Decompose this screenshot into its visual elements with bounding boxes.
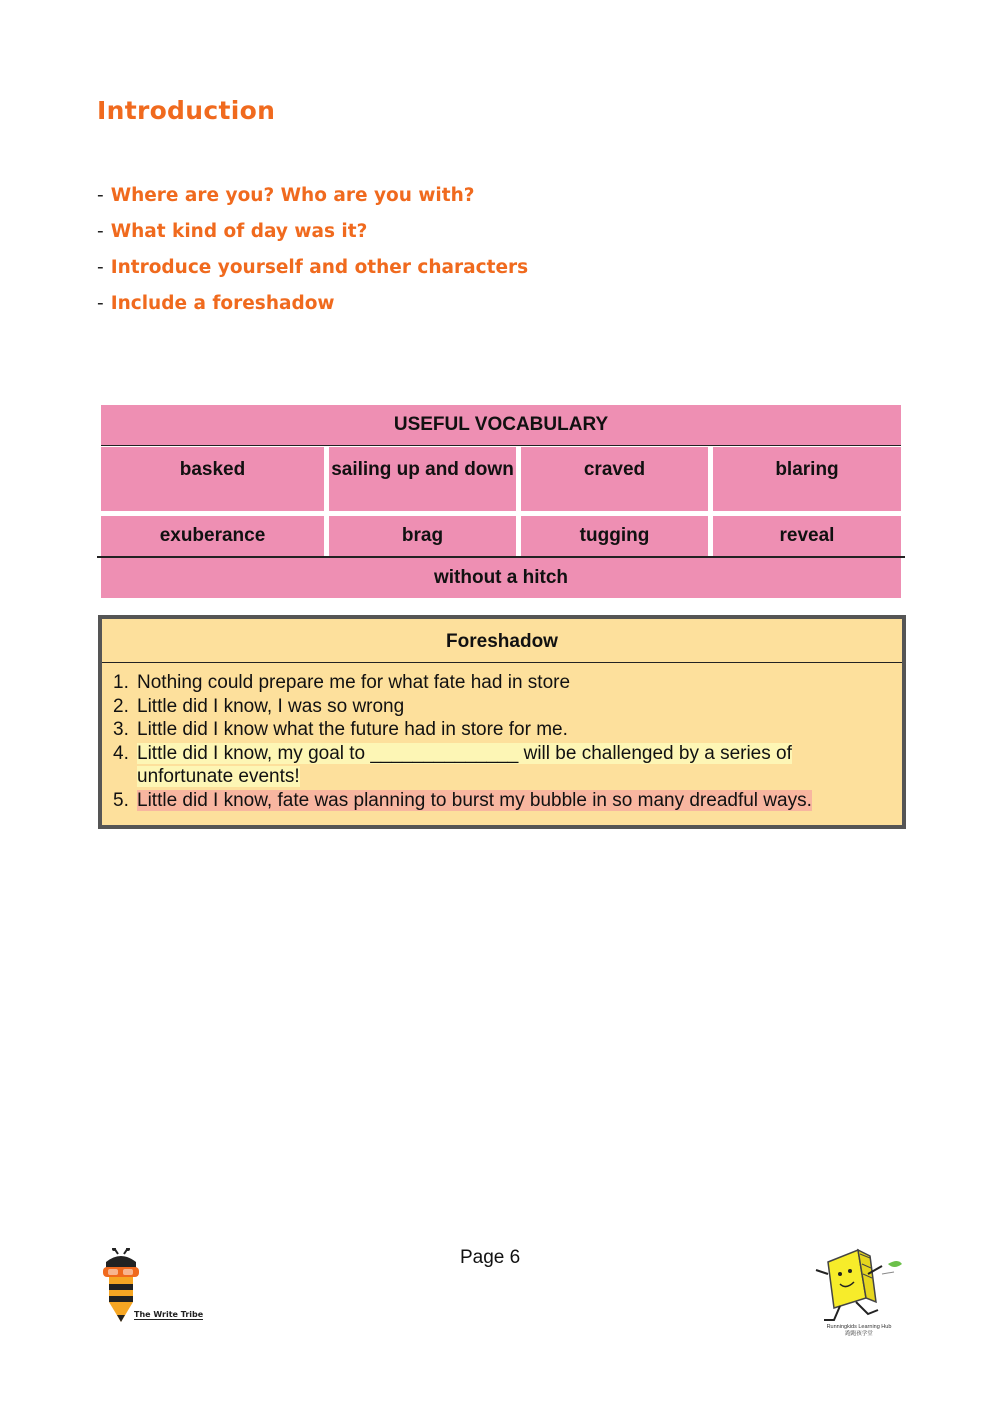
logo-text: Runningkids Learning Hub 跑跑孩学堂 <box>826 1324 892 1337</box>
highlighted-text: Little did I know, fate was planning to burst my bubble in so many dreadful ways. <box>137 789 812 811</box>
vocabulary-cell: blaring <box>713 447 901 511</box>
vocabulary-row <box>101 516 901 556</box>
list-item: - Where are you? Who are you with? <box>97 185 475 206</box>
list-item: - What kind of day was it? <box>97 221 368 242</box>
list-item: 3. Little did I know what the future had in store for me. <box>113 719 568 740</box>
prompt-list <box>97 182 528 326</box>
write-tribe-logo <box>100 1248 210 1328</box>
vocabulary-cell: tugging <box>521 516 708 556</box>
vocabulary-cell: sailing up and down <box>329 447 516 511</box>
list-item: 2. Little did I know, I was so wrong <box>113 695 405 717</box>
vocabulary-cell: basked <box>101 447 324 511</box>
vocabulary-cell: craved <box>521 447 708 511</box>
page-number: Page 6 <box>460 1247 521 1268</box>
foreshadow-list <box>102 671 902 812</box>
vocabulary-table <box>101 405 901 598</box>
running-book-icon <box>806 1244 910 1324</box>
list-item: - Include a foreshadow <box>97 293 335 314</box>
list-item: 5. Little did I know, fate was planning to burst my bubble in so many dreadful ways. <box>113 789 812 811</box>
vocabulary-row <box>101 447 901 511</box>
logo-text: The Write Tribe <box>134 1310 204 1319</box>
foreshadow-box <box>98 615 906 829</box>
vocabulary-cell: reveal <box>713 516 901 556</box>
section-title: Introduction <box>97 96 276 125</box>
highlighted-text: Little did I know, my goal to ______________ will be challenged by a series of unfortunate events! <box>137 742 792 787</box>
vocabulary-cell: exuberance <box>101 516 324 556</box>
foreshadow-title: Foreshadow <box>102 619 902 663</box>
vocabulary-title: USEFUL VOCABULARY <box>101 405 901 446</box>
list-item: 4. Little did I know, my goal to ______________ will be challenged by a series of unfortunate events! <box>113 742 792 787</box>
runningkids-logo <box>806 1244 910 1344</box>
list-item: 1. Nothing could prepare me for what fate had in store <box>113 672 571 693</box>
vocabulary-cell: brag <box>329 516 516 556</box>
list-item: - Introduce yourself and other characters <box>97 257 529 278</box>
vocabulary-footer: without a hitch <box>101 558 901 598</box>
